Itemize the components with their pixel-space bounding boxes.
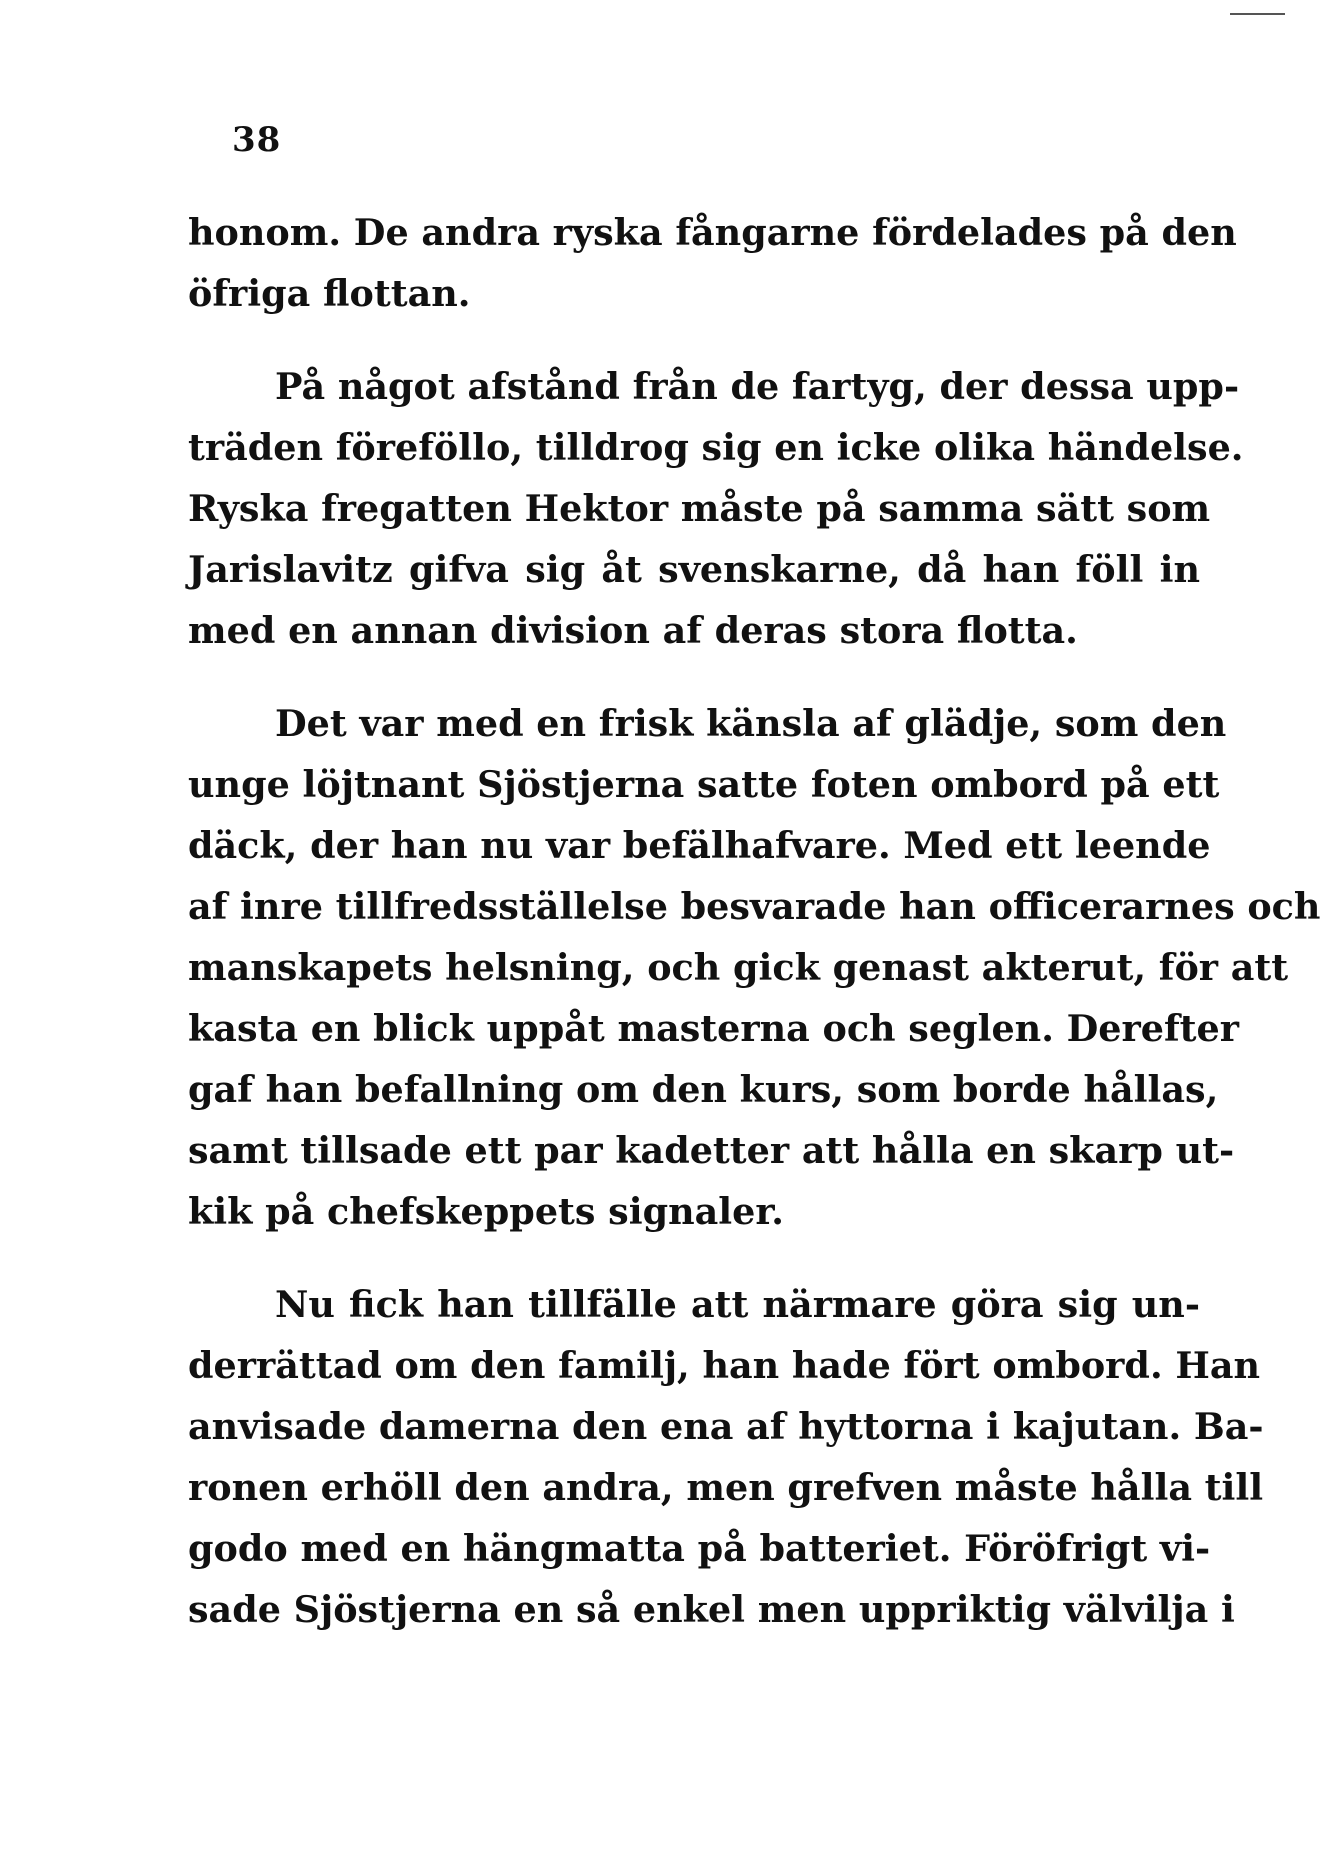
paragraph-1 (188, 202, 1237, 324)
text-line: manskapets helsning, och gick genast akterut, för att (188, 946, 1289, 989)
paragraph-2 (188, 356, 1244, 661)
text-line: honom. De andra ryska fångarne fördelades på den (188, 211, 1237, 254)
paragraph-3 (188, 693, 1320, 1242)
text-line: med en annan division af deras stora flotta. (188, 609, 1078, 652)
body-text (188, 202, 1320, 1672)
text-line: däck, der han nu var befälhafvare. Med ett leende (188, 824, 1211, 867)
text-line: kik på chefskeppets signaler. (188, 1190, 784, 1233)
text-line: öfriga flottan. (188, 272, 471, 315)
text-line: träden föreföllo, tilldrog sig en icke olika händelse. (188, 426, 1244, 469)
text-line: unge löjtnant Sjöstjerna satte foten ombord på ett (188, 763, 1220, 806)
text-line: ronen erhöll den andra, men grefven måste hålla till (188, 1466, 1264, 1509)
scan-edge-rule (1230, 13, 1285, 15)
text-line: samt tillsade ett par kadetter att hålla en skarp ut- (188, 1129, 1235, 1172)
text-line: anvisade damerna den ena af hyttorna i kajutan. Ba- (188, 1405, 1264, 1448)
paragraph-4 (188, 1274, 1264, 1640)
text-line: godo med en hängmatta på batteriet. Föröfrigt vi- (188, 1527, 1211, 1570)
text-line: gaf han befallning om den kurs, som borde hållas, (188, 1068, 1219, 1111)
text-line: På något afstånd från de fartyg, der dessa upp- (275, 365, 1240, 408)
text-line: Jarislavitz gifva sig åt svenskarne, då han föll in (188, 548, 1200, 591)
text-line: derrättad om den familj, han hade fört ombord. Han (188, 1344, 1261, 1387)
text-line: af inre tillfredsställelse besvarade han officerarnes och (188, 885, 1320, 928)
text-line: sade Sjöstjerna en så enkel men uppriktig välvilja i (188, 1588, 1235, 1631)
text-line: Nu fick han tillfälle att närmare göra sig un- (275, 1283, 1200, 1326)
text-line: Det var med en frisk känsla af glädje, som den (275, 702, 1227, 745)
page-number: 38 (232, 120, 282, 160)
text-line: Ryska fregatten Hektor måste på samma sätt som (188, 487, 1211, 530)
text-line: kasta en blick uppåt masterna och seglen. Derefter (188, 1007, 1239, 1050)
